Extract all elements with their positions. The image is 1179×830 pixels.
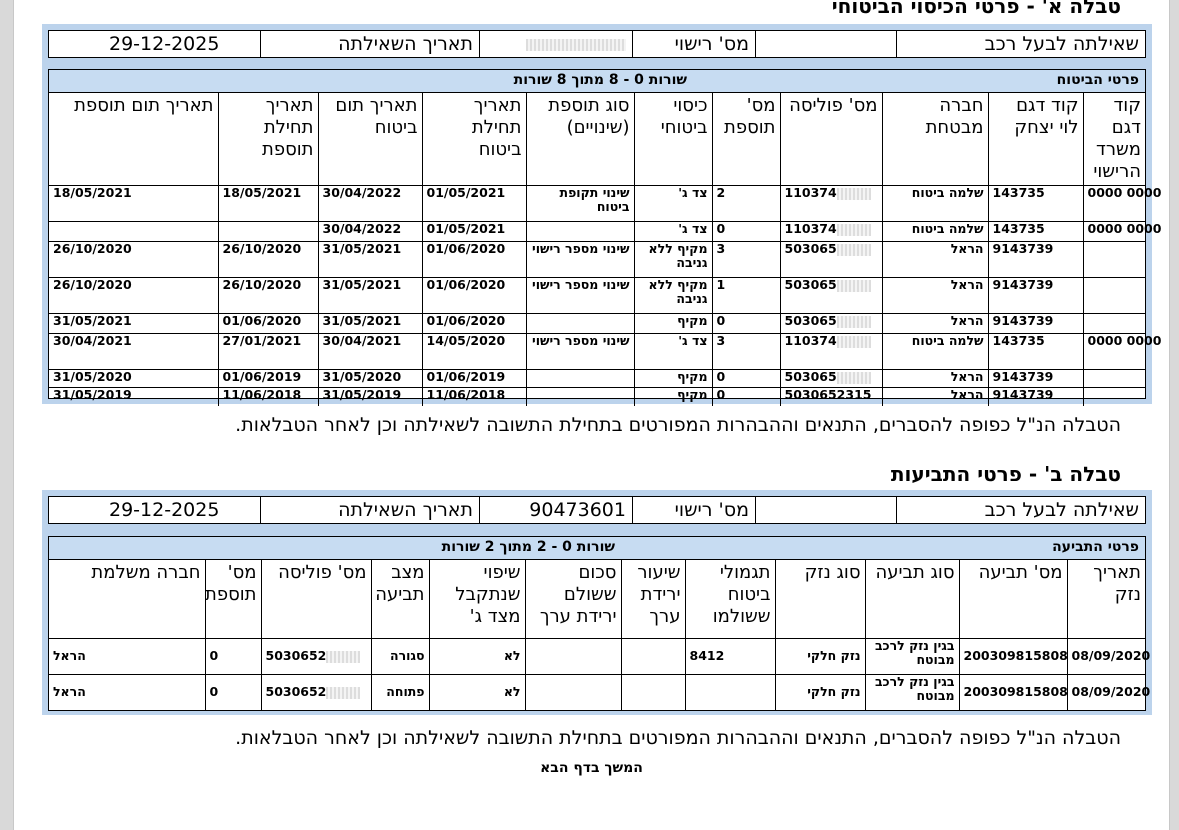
date-value: 29-12-2025 [109,499,220,521]
cell: נזק חלקי [775,674,865,710]
continued-label: המשך בדף הבא [540,760,643,776]
cell: 0 [205,638,261,674]
cell: הראל [882,314,988,334]
col-header: תאריך תחילת ביטוח [422,93,526,186]
cell: 31/05/2019 [49,388,218,406]
cell: 26/10/2020 [49,278,218,314]
cell: 0 [205,674,261,710]
cell: 18/05/2021 [49,186,218,222]
table-a-note: הטבלה הנ"ל כפופה להסברים, התנאים וההבהרות המפורטים בתחילת התשובה לשאילתה וכן לאחר הטבלאות. [235,414,1121,436]
cell: 01/06/2019 [218,370,318,388]
owner-label: שאילתה לבעל רכב [896,31,1145,57]
table-row [49,370,1145,388]
cell [1083,370,1145,388]
cell [1083,388,1145,406]
license-value: 90473601 [479,497,632,523]
cell: שינוי מספר רישוי [526,278,634,314]
cell: לא [429,674,525,710]
cell: מקיף [634,314,712,334]
cell: 31/05/2021 [49,314,218,334]
table-b-bar [49,537,1145,560]
cell [780,222,882,242]
col-header: מס' תוספת [205,560,261,638]
cell [218,222,318,242]
redacted-mark [837,336,871,348]
cell: 01/06/2019 [422,370,526,388]
cell: פתוחה [371,674,429,710]
table-row [49,638,1145,674]
cell: 200309815808 [959,674,1067,710]
cell: הראל [882,388,988,406]
cell: 9143739 [988,388,1083,406]
cell: 30/04/2022 [318,186,422,222]
cell: 9143739 [988,278,1083,314]
redacted-mark [837,224,871,236]
col-header: סוג תביעה [865,560,959,638]
cell: 0 [712,222,780,242]
col-header: חברה משלמת [49,560,205,638]
rows-count: שורות 0 - 8 מתוך 8 שורות [513,72,687,88]
cell: 31/05/2020 [49,370,218,388]
cell: 3 [712,242,780,278]
cell: 30/04/2021 [318,334,422,370]
cell: לא [429,638,525,674]
cell: 31/05/2021 [318,278,422,314]
cell: צד ג' [634,222,712,242]
cell: 26/10/2020 [218,242,318,278]
cell: 0 [712,314,780,334]
cell [1083,314,1145,334]
col-header: מס' תוספת [712,93,780,186]
cell [780,186,882,222]
cell: 2 [712,186,780,222]
redacted-mark [326,651,360,663]
redacted-mark [837,188,871,200]
cell: 18/05/2021 [218,186,318,222]
cell: 08/09/2020 [1067,638,1145,674]
policy-number: 110374 [784,221,837,236]
cell: בגין נזק לרכב מבוטח [865,638,959,674]
cell: הראל [882,370,988,388]
table-a-inquiry-row [48,30,1146,58]
cell: 30/04/2022 [318,222,422,242]
license-label: מס' רישוי [632,497,755,523]
col-header: מצב תביעה [371,560,429,638]
cell: 0000 0000 [1083,186,1145,222]
document-page [13,0,1170,830]
cell: 9143739 [988,370,1083,388]
cell: 1 [712,278,780,314]
col-header: קוד דגם לוי יצחק [988,93,1083,186]
table-b-title: טבלה ב' - פרטי התביעות [890,462,1121,486]
table-row [49,388,1145,406]
policy-number: 503065 [784,313,837,328]
insurance-table [49,93,1162,406]
cell: מקיף [634,370,712,388]
cell: 9143739 [988,314,1083,334]
cell [526,388,634,406]
cell: 143735 [988,222,1083,242]
cell: 11/06/2018 [422,388,526,406]
col-header: תאריך תחילת תוספת [218,93,318,186]
license-label: מס' רישוי [632,31,755,57]
table-row [49,242,1145,278]
cell: 143735 [988,334,1083,370]
table-a-grid [48,69,1162,402]
cell [780,242,882,278]
cell: שינוי מספר רישוי [526,242,634,278]
table-b-note: הטבלה הנ"ל כפופה להסברים, התנאים וההבהרות המפורטים בתחילת התשובה לשאילתה וכן לאחר הטבלאות. [235,727,1121,749]
cell: 31/05/2021 [318,242,422,278]
cell [261,674,371,710]
policy-number: 503065 [784,369,837,384]
cell: 01/06/2020 [422,314,526,334]
cell: 31/05/2020 [318,370,422,388]
col-header: מס' פוליסה [261,560,371,638]
table-a-block [42,24,1162,404]
owner-label: שאילתה לבעל רכב [896,497,1145,523]
redacted-mark [326,687,360,699]
owner-value [755,497,896,523]
cell: שלמה ביטוח [882,334,988,370]
cell: 01/05/2021 [422,186,526,222]
cell [621,638,685,674]
policy-number: 110374 [784,333,837,348]
cell: 31/05/2021 [318,314,422,334]
col-header: חברה מבטחת [882,93,988,186]
cell: 01/06/2020 [218,314,318,334]
cell: 27/01/2021 [218,334,318,370]
cell: 143735 [988,186,1083,222]
col-header: תאריך תום תוספת [49,93,218,186]
cell: מקיף [634,388,712,406]
license-value [479,31,632,57]
table-a-header-row [49,93,1145,186]
cell: 14/05/2020 [422,334,526,370]
cell: הראל [882,278,988,314]
col-header: מס' תביעה [959,560,1067,638]
policy-number: 5030652 [265,684,327,700]
policy-number: 503065 [784,241,837,256]
table-b-grid [48,536,1151,711]
cell [1083,242,1145,278]
cell: צד ג' [634,334,712,370]
rows-count: שורות 0 - 2 מתוך 2 שורות [441,539,615,555]
cell: מקיף ללא גניבה [634,278,712,314]
cell: בגין נזק לרכב מבוטח [865,674,959,710]
table-row [49,222,1145,242]
cell: 30/04/2021 [49,334,218,370]
cell [526,222,634,242]
col-header: מס' פוליסה [780,93,882,186]
cell: צד ג' [634,186,712,222]
cell [261,638,371,674]
claims-table [49,560,1151,710]
col-header: שיפוי שנתקבל מצד ג' [429,560,525,638]
col-header: סכום ששולם ירידת ערך [525,560,621,638]
cell [685,674,775,710]
cell: הראל [49,674,205,710]
col-header: כיסוי ביטוחי [634,93,712,186]
bar-title: פרטי התביעה [1052,539,1139,555]
cell [525,674,621,710]
cell: נזק חלקי [775,638,865,674]
cell [780,278,882,314]
cell: 26/10/2020 [49,242,218,278]
col-header: סוג תוספת (שינויים) [526,93,634,186]
table-row [49,278,1145,314]
owner-value [755,31,896,57]
cell: 31/05/2019 [318,388,422,406]
table-row [49,674,1145,710]
redacted-mark [837,372,871,384]
cell: 0000 0000 [1083,222,1145,242]
cell: 11/06/2018 [218,388,318,406]
col-header: תאריך נזק [1067,560,1145,638]
cell [525,638,621,674]
policy-number: 503065 [784,277,837,292]
redacted-mark [837,316,871,328]
table-row [49,334,1145,370]
cell: 9143739 [988,242,1083,278]
cell: 0 [712,388,780,406]
cell: 3 [712,334,780,370]
table-row [49,186,1145,222]
table-b-header-row [49,560,1145,638]
cell: סגורה [371,638,429,674]
cell: שינוי תקופת ביטוח [526,186,634,222]
cell: 8412 [685,638,775,674]
cell [49,222,218,242]
col-header: קוד דגם משרד הרישוי [1083,93,1145,186]
date-label: תאריך השאילתה [260,497,479,523]
cell [526,370,634,388]
cell: הראל [49,638,205,674]
cell [780,370,882,388]
col-header: שיעור ירידת ערך [621,560,685,638]
cell [621,674,685,710]
table-a-title: טבלה א' - פרטי הכיסוי הביטוחי [831,0,1121,18]
date-value: 29-12-2025 [109,33,220,55]
table-a-bar [49,70,1145,93]
policy-number: 5030652 [265,648,327,663]
table-b-block [42,490,1152,715]
cell: הראל [882,242,988,278]
cell [780,314,882,334]
redacted-mark [837,244,871,256]
cell: שלמה ביטוח [882,186,988,222]
cell: 26/10/2020 [218,278,318,314]
cell [1083,278,1145,314]
date-label: תאריך השאילתה [260,31,479,57]
cell: 0000 0000 [1083,334,1145,370]
cell: 08/09/2020 [1067,674,1145,710]
col-header: סוג נזק [775,560,865,638]
redacted-mark [837,280,871,292]
policy-number: 110374 [784,185,837,200]
cell: 200309815808 [959,638,1067,674]
cell: מקיף ללא גניבה [634,242,712,278]
table-b-inquiry-row [48,496,1146,524]
cell: שלמה ביטוח [882,222,988,242]
cell: 01/06/2020 [422,242,526,278]
cell: 01/06/2020 [422,278,526,314]
cell [780,334,882,370]
redacted-mark [526,39,626,51]
col-header: תאריך תום ביטוח [318,93,422,186]
cell: שינוי מספר רישוי [526,334,634,370]
col-header: תגמולי ביטוח ששולמו [685,560,775,638]
cell [526,314,634,334]
cell: 5030652315 [780,388,882,406]
cell: 0 [712,370,780,388]
bar-title: פרטי הביטוח [1056,72,1139,88]
table-row [49,314,1145,334]
cell: 01/05/2021 [422,222,526,242]
